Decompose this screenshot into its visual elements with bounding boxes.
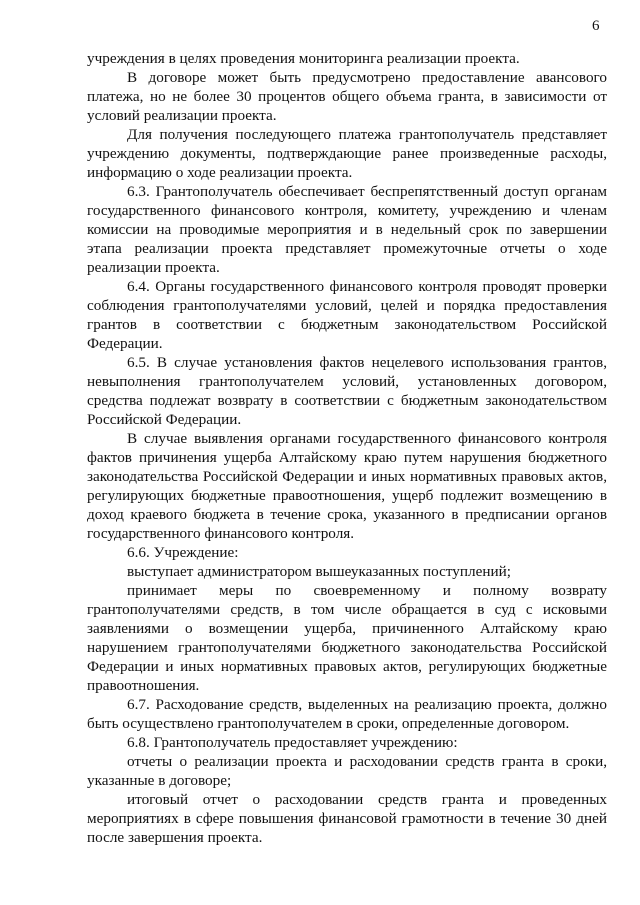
- paragraph-subsequent-payment: Для получения последующего платежа грантополучатель представляет учреждению документы, подтверждающие ранее произведенные расходы, информацию о ходе реализации проекта.: [87, 126, 607, 181]
- document-body: [87, 49, 607, 847]
- paragraph-6-6: 6.6. Учреждение:: [127, 544, 239, 561]
- list-item-administrator: выступает администратором вышеуказанных поступлений;: [127, 563, 511, 580]
- list-item-refund-measures: принимает меры по своевременному и полному возврату грантополучателями средств, в том числе обращается в суд с исковыми заявлениями о возмещении ущерба, причиненного Алтайскому краю нарушением грантополучателями бюджетного законодательства Российской Федерации и иных нормативных правовых актов, регулирующих бюджетные правоотношения.: [87, 582, 607, 694]
- paragraph-damage-recovery: В случае выявления органами государственного финансового контроля фактов причинения ущерба Алтайскому краю путем нарушения бюджетного законодательства Российской Федерации и иных нормативных правовых актов, регулирующих бюджетные правоотношения, ущерб подлежит возмещению в доход краевого бюджета в течение срока, указанного в предписании органов государственного финансового контроля.: [87, 430, 607, 542]
- paragraph-continuation: учреждения в целях проведения мониторинга реализации проекта.: [87, 50, 520, 67]
- paragraph-6-8: 6.8. Грантополучатель предоставляет учреждению:: [127, 734, 458, 751]
- page-number: 6: [592, 18, 600, 34]
- paragraph-6-7: 6.7. Расходование средств, выделенных на реализацию проекта, должно быть осуществлено грантополучателем в сроки, определенные договором.: [87, 696, 607, 732]
- paragraph-advance-payment: В договоре может быть предусмотрено предоставление авансового платежа, но не более 30 процентов общего объема гранта, в зависимости от условий реализации проекта.: [87, 69, 607, 124]
- paragraph-6-5: 6.5. В случае установления фактов нецелевого использования грантов, невыполнения грантополучателем условий, установленных договором, средства подлежат возврату в соответствии с бюджетным законодательством Российской Федерации.: [87, 354, 607, 428]
- paragraph-6-3: 6.3. Грантополучатель обеспечивает беспрепятственный доступ органам государственного финансового контроля, комитету, учреждению и членам комиссии на проводимые мероприятия и в недельный срок по завершении этапа реализации проекта представляет промежуточные отчеты о ходе реализации проекта.: [87, 183, 607, 276]
- list-item-reports: отчеты о реализации проекта и расходовании средств гранта в сроки, указанные в договоре;: [87, 753, 607, 789]
- list-item-final-report: итоговый отчет о расходовании средств гранта и проведенных мероприятиях в сфере повышения финансовой грамотности в течение 30 дней после завершения проекта.: [87, 791, 607, 846]
- paragraph-6-4: 6.4. Органы государственного финансового контроля проводят проверки соблюдения грантополучателями условий, целей и порядка предоставления грантов в соответствии с бюджетным законодательством Российской Федерации.: [87, 278, 607, 352]
